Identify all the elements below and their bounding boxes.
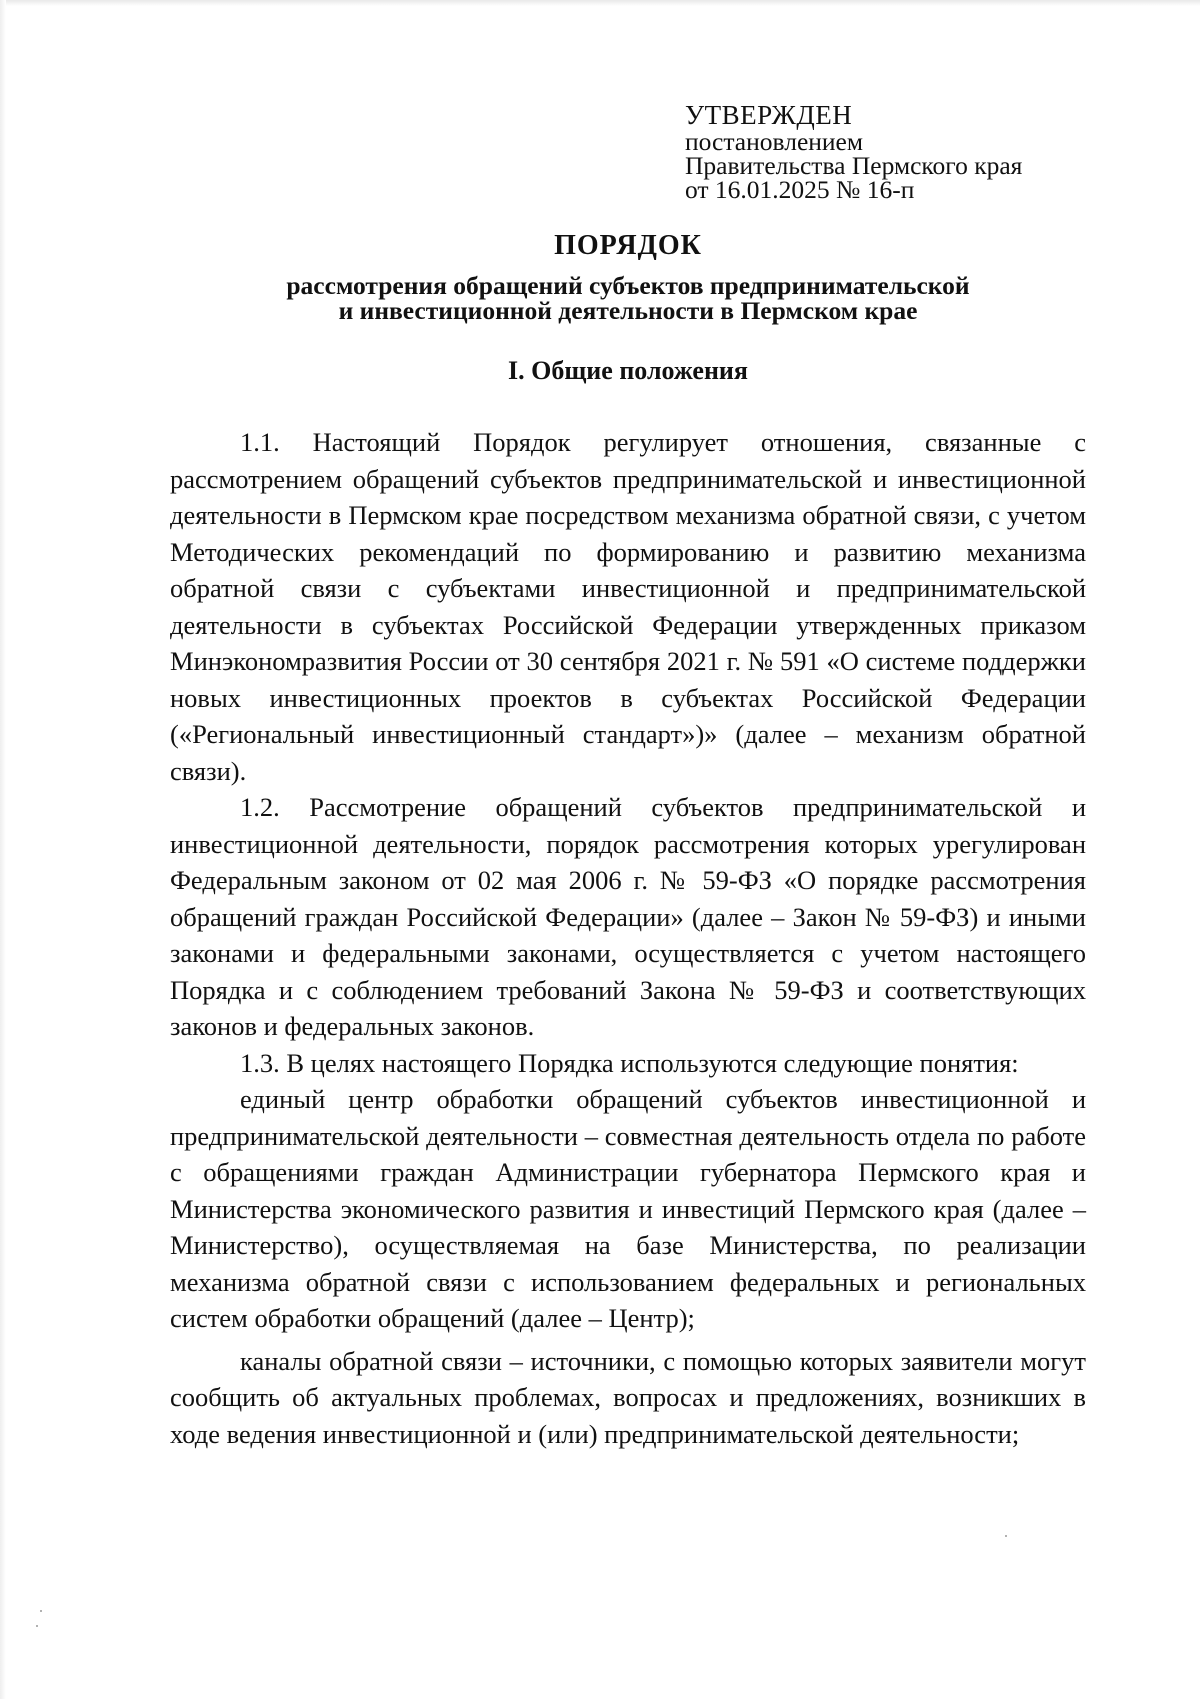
approval-stamp-block [685,100,1145,202]
subtitle-line-1: рассмотрения обращений субъектов предпринимательской [286,271,970,300]
approval-line-government: Правительства Пермского края [685,151,1023,180]
definition-feedback-channels: каналы обратной связи – источники, с помощью которых заявители могут сообщить об актуальных проблемах, вопросах и предложениях, возникших в ходе ведения инвестиционной и (или) предпринимательской деятельности; [170,1345,1086,1449]
subtitle-line-2: и инвестиционной деятельности в Пермском крае [338,296,918,325]
approval-line-date-number: от 16.01.2025 № 16-п [685,175,915,204]
approval-line-decree: постановлением [685,127,864,156]
document-body [170,424,1086,1452]
paragraph-1-3: 1.3. В целях настоящего Порядка используются следующие понятия: [240,1047,1019,1078]
approval-heading: УТВЕРЖДЕН [685,100,853,130]
paragraph-1-2: 1.2. Рассмотрение обращений субъектов предпринимательской и инвестиционной деятельности, порядок рассмотрения которых урегулирован Федеральным законом от 02 мая 2006 г. № 59-ФЗ «О порядке рассмотрения обращений граждан Российской Федерации» (далее – Закон № 59-ФЗ) и иными законами и федеральными законами, осуществляется с учетом настоящего Порядка и с соблюдением требований Закона № 59-ФЗ и соответствующих законов и федеральных законов. [170,792,1086,1041]
scan-speck [36,1625,38,1627]
scan-speck [40,1610,42,1612]
scan-speck [1005,1535,1007,1537]
definition-center: единый центр обработки обращений субъектов инвестиционной и предпринимательской деятельности – совместная деятельность отдела по работе с обращениями граждан Администрации губернатора Пермского края и Министерства экономического развития и инвестиций Пермского края (далее – Министерство), осуществляемая на базе Министерства, по реализации механизма обратной связи с использованием федеральных и региональных систем обработки обращений (далее – Центр); [170,1084,1086,1333]
section-heading: I. Общие положения [508,356,748,385]
paragraph-1-1: 1.1. Настоящий Порядок регулирует отношения, связанные с рассмотрением обращений субъектов предпринимательской и инвестиционной деятельности в Пермском крае посредством механизма обратной связи, с учетом Методических рекомендаций по формированию и развитию механизма обратной связи с субъектами инвестиционной и предпринимательской деятельности в субъектах Российской Федерации утвержденных приказом Минэкономразвития России от 30 сентября 2021 г. № 591 «О системе поддержки новых инвестиционных проектов в субъектах Российской Федерации («Региональный инвестиционный стандарт»)» (далее – механизм обратной связи). [170,427,1086,786]
document-title: ПОРЯДОК [554,230,702,261]
document-subtitle [0,273,1200,323]
scan-edge-top [0,0,1200,6]
